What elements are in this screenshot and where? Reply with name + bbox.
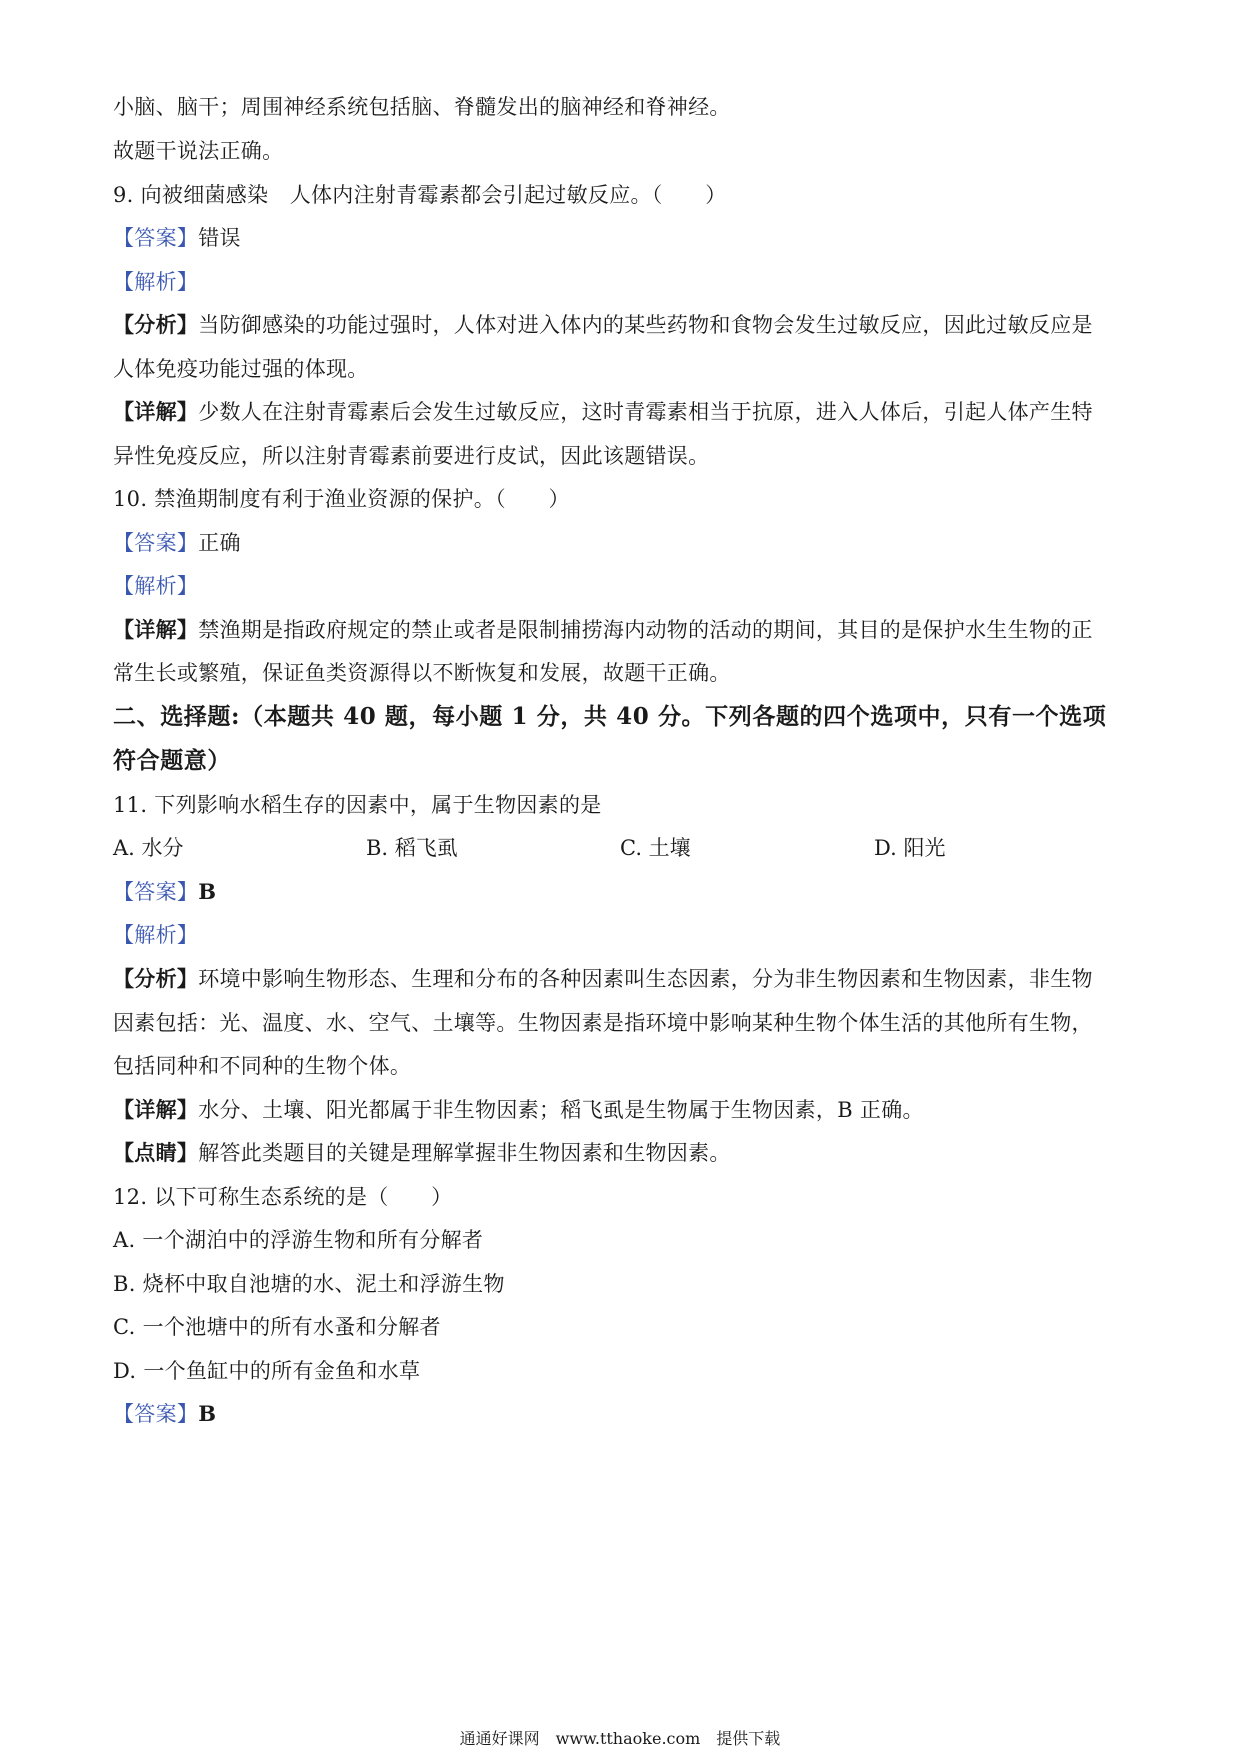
fenxi-text: 当防御感染的功能过强时，人体对进入体内的某些药物和食物会发生过敏反应，因此过敏反应是 [198,313,1093,337]
answer-line [113,1399,1133,1429]
question-12: 12. 以下可称生态系统的是（ ） [113,1185,453,1209]
answer-tag: 【答案】 [113,531,199,555]
xiangjie-tag: 【详解】 [113,1097,199,1122]
option-a: A. 水分 [113,836,184,860]
text-line: 包括同种和不同种的生物个体。 [113,1054,412,1078]
text-line: 小脑、脑干；周围神经系统包括脑、脊髓发出的脑神经和脊神经。 [113,95,731,119]
answer-line [113,877,1133,907]
text-line: 故题干说法正确。 [113,139,284,163]
answer-line [113,528,1133,558]
jiexi-tag: 【解析】 [113,923,199,947]
option-b: B. 稻飞虱 [366,836,458,860]
xiangjie-text: 禁渔期是指政府规定的禁止或者是限制捕捞海内动物的活动的期间，其目的是保护水生生物的正 [198,618,1093,642]
text-line: 人体免疫功能过强的体现。 [113,357,369,381]
fenxi-text: 环境中影响生物形态、生理和分布的各种因素叫生态因素，分为非生物因素和生物因素，非生物 [198,967,1093,991]
xiangjie-tag: 【详解】 [113,617,199,642]
option-b: B. 烧杯中取自池塘的水、泥土和浮游生物 [113,1272,505,1296]
text-line: 常生长或繁殖，保证鱼类资源得以不断恢复和发展，故题干正确。 [113,661,731,685]
jiexi-tag: 【解析】 [113,574,199,598]
answer-tag: 【答案】 [113,226,199,250]
dianjing-tag: 【点睛】 [113,1140,199,1165]
fenxi-tag: 【分析】 [113,312,199,337]
xiangjie-text: 少数人在注射青霉素后会发生过敏反应，这时青霉素相当于抗原，进入人体后，引起人体产生特 [198,400,1093,424]
xiangjie-text: 水分、土壤、阳光都属于非生物因素；稻飞虱是生物属于生物因素，B 正确。 [198,1098,924,1122]
option-c: C. 土壤 [620,836,691,860]
section-heading-cont: 符合题意） [113,747,231,774]
text-line: 因素包括：光、温度、水、空气、土壤等。生物因素是指环境中影响某种生物个体生活的其他所有生物， [113,1011,1093,1035]
xiangjie-line [113,1095,1133,1125]
question-11: 11. 下列影响水稻生存的因素中，属于生物因素的是 [113,793,602,817]
fenxi-tag: 【分析】 [113,966,199,991]
dianjing-line [113,1138,1133,1168]
answer-value: B [198,879,217,904]
page-footer: 通通好课网 www.tthaoke.com 提供下载 [459,1729,781,1748]
question-10: 10. 禁渔期制度有利于渔业资源的保护。（ ） [113,487,570,511]
option-d: D. 阳光 [874,836,946,860]
xiangjie-tag: 【详解】 [113,399,199,424]
xiangjie-line [113,397,1133,427]
option-c: C. 一个池塘中的所有水蚤和分解者 [113,1315,441,1339]
option-d: D. 一个鱼缸中的所有金鱼和水草 [113,1359,421,1383]
answer-value: 正确 [198,531,241,555]
fenxi-line [113,310,1133,340]
answer-value: B [198,1401,217,1426]
dianjing-text: 解答此类题目的关键是理解掌握非生物因素和生物因素。 [198,1141,731,1165]
answer-line [113,223,1133,253]
xiangjie-line [113,615,1133,645]
jiexi-tag: 【解析】 [113,270,199,294]
answer-value: 错误 [198,226,241,250]
section-heading: 二、选择题:（本题共 40 题，每小题 1 分，共 40 分。下列各题的四个选项中，只有一个选项 [113,703,1107,730]
answer-tag: 【答案】 [113,880,199,904]
question-9: 9. 向被细菌感染 人体内注射青霉素都会引起过敏反应。（ ） [113,183,727,207]
text-line: 异性免疫反应，所以注射青霉素前要进行皮试，因此该题错误。 [113,444,710,468]
fenxi-line [113,964,1133,994]
answer-tag: 【答案】 [113,1402,199,1426]
option-a: A. 一个湖泊中的浮游生物和所有分解者 [113,1228,484,1252]
